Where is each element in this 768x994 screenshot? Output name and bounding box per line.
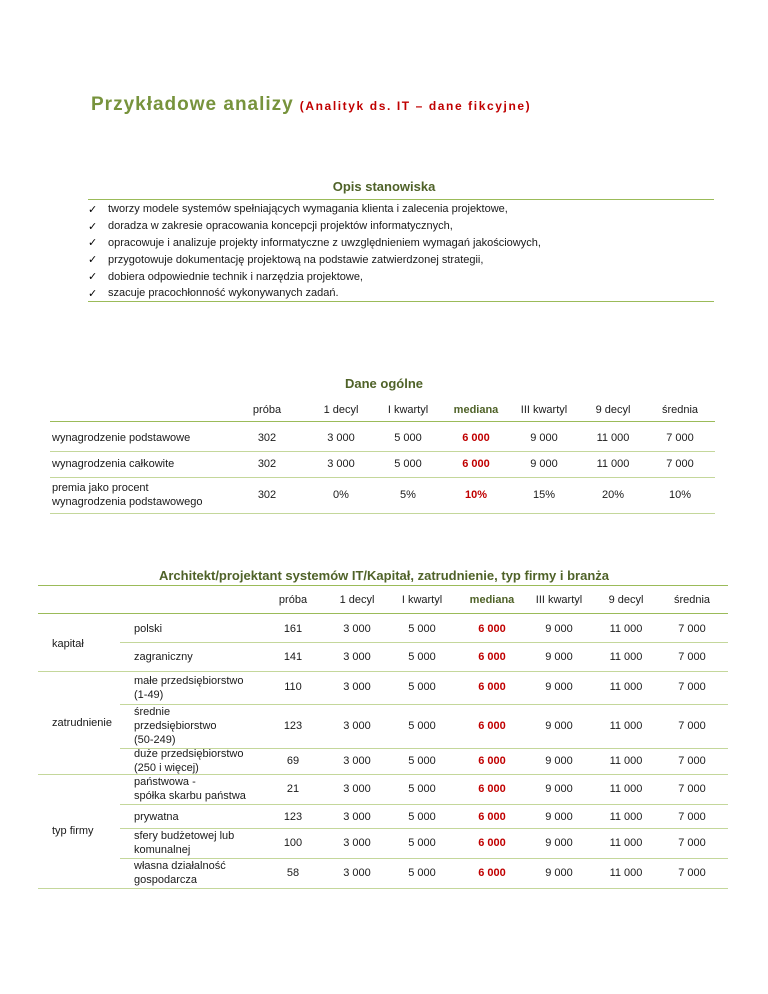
checkmark-icon: ✓ bbox=[88, 237, 98, 250]
table-cell: 6 000 bbox=[478, 755, 506, 767]
table-cell: 141 bbox=[283, 651, 303, 663]
row-label-line: komunalnej bbox=[134, 844, 191, 856]
table-cell: 302 bbox=[257, 432, 277, 444]
row-label-line: premia jako procent bbox=[52, 482, 149, 494]
table-cell: 9 000 bbox=[545, 720, 573, 732]
table-cell: 15% bbox=[532, 489, 556, 501]
row-label-line: (250 i więcej) bbox=[134, 762, 199, 774]
table-cell: 11 000 bbox=[609, 681, 643, 693]
list-item-text: dobiera odpowiednie technik i narzędzia projektowe, bbox=[108, 270, 363, 283]
page-title bbox=[91, 94, 531, 116]
table-cell: 9 000 bbox=[545, 651, 573, 663]
table-cell: 3 000 bbox=[343, 755, 371, 767]
row-label-line: własna działalność bbox=[134, 860, 226, 872]
divider bbox=[38, 774, 120, 775]
table-cell: 6 000 bbox=[478, 623, 506, 635]
table-cell: 11 000 bbox=[609, 783, 643, 795]
list-item-text: przygotowuje dokumentację projektową na podstawie zatwierdzonej strategii, bbox=[108, 253, 484, 266]
row-label bbox=[134, 705, 264, 747]
table-cell: 7 000 bbox=[678, 623, 706, 635]
table-cell: 11 000 bbox=[596, 458, 630, 470]
column-header: mediana bbox=[453, 404, 499, 416]
column-header: 1 decyl bbox=[323, 404, 359, 416]
checkmark-icon: ✓ bbox=[88, 203, 98, 216]
page-title-main: Przykładowe analizy bbox=[91, 94, 294, 115]
divider bbox=[88, 199, 714, 200]
row-label-line: duże przedsiębiorstwo bbox=[134, 748, 244, 760]
table-cell: 6 000 bbox=[478, 811, 506, 823]
group-label: typ firmy bbox=[52, 825, 94, 837]
checkmark-icon: ✓ bbox=[88, 254, 98, 267]
table-cell: 7 000 bbox=[678, 720, 706, 732]
table-cell: 6 000 bbox=[462, 432, 490, 444]
table-cell: 9 000 bbox=[545, 811, 573, 823]
table-cell: 3 000 bbox=[327, 458, 355, 470]
list-item bbox=[88, 285, 708, 302]
table-cell: 302 bbox=[257, 458, 277, 470]
table-cell: 5 000 bbox=[394, 432, 422, 444]
row-label bbox=[134, 775, 264, 803]
table-cell: 5 000 bbox=[408, 681, 436, 693]
list-item bbox=[88, 218, 708, 235]
list-item bbox=[88, 235, 708, 252]
column-header: 1 decyl bbox=[339, 594, 375, 606]
group-label: kapitał bbox=[52, 637, 84, 650]
row-label-line: wynagrodzenia podstawowego bbox=[52, 496, 203, 508]
table-cell: 123 bbox=[283, 811, 303, 823]
row-label bbox=[134, 650, 264, 664]
row-label-line: zagraniczny bbox=[134, 651, 193, 663]
row-label bbox=[134, 829, 264, 857]
row-label-line: małe przedsiębiorstwo bbox=[134, 674, 244, 687]
table-cell: 5 000 bbox=[408, 783, 436, 795]
table-cell: 20% bbox=[601, 489, 625, 501]
column-header: I kwartyl bbox=[401, 594, 443, 606]
list-item bbox=[88, 201, 708, 218]
table-cell: 3 000 bbox=[343, 811, 371, 823]
job-description-heading: Opis stanowiska bbox=[332, 179, 436, 194]
column-header: III kwartyl bbox=[520, 404, 568, 416]
row-label-line: gospodarcza bbox=[134, 874, 197, 886]
row-label-line: przedsiębiorstwo bbox=[134, 720, 217, 732]
table-cell: 3 000 bbox=[343, 783, 371, 795]
table-cell: 9 000 bbox=[530, 458, 558, 470]
table-cell: 9 000 bbox=[545, 681, 573, 693]
table-cell: 5 000 bbox=[408, 837, 436, 849]
row-label bbox=[134, 622, 264, 636]
table-cell: 5 000 bbox=[408, 811, 436, 823]
column-header: I kwartyl bbox=[387, 404, 429, 416]
list-item bbox=[88, 268, 708, 285]
column-header: 9 decyl bbox=[608, 594, 644, 606]
column-header: 9 decyl bbox=[595, 404, 631, 416]
table-cell: 5 000 bbox=[408, 755, 436, 767]
table-cell: 69 bbox=[286, 755, 300, 767]
row-label-line: (1-49) bbox=[134, 688, 164, 701]
table-cell: 9 000 bbox=[530, 432, 558, 444]
table-cell: 11 000 bbox=[609, 720, 643, 732]
table-cell: 10% bbox=[464, 489, 488, 501]
column-header: średnia bbox=[673, 594, 711, 606]
row-label bbox=[134, 859, 264, 887]
table-cell: 6 000 bbox=[478, 837, 506, 849]
table-cell: 3 000 bbox=[343, 837, 371, 849]
table-cell: 11 000 bbox=[609, 623, 643, 635]
table-cell: 11 000 bbox=[609, 867, 643, 879]
table-cell: 5% bbox=[400, 489, 416, 501]
table-cell: 7 000 bbox=[678, 867, 706, 879]
table-cell: 3 000 bbox=[343, 720, 371, 732]
row-label-line: spółka skarbu państwa bbox=[134, 790, 246, 802]
table-cell: 110 bbox=[284, 681, 302, 693]
list-item-text: szacuje pracochłonność wykonywanych zadań. bbox=[108, 287, 339, 300]
table-cell: 6 000 bbox=[478, 651, 506, 663]
table-cell: 11 000 bbox=[609, 651, 643, 663]
table-cell: 7 000 bbox=[678, 783, 706, 795]
divider bbox=[50, 513, 715, 514]
row-label-line: średnie bbox=[134, 706, 171, 718]
divider bbox=[120, 888, 728, 889]
table-cell: 9 000 bbox=[545, 755, 573, 767]
table-cell: 9 000 bbox=[545, 867, 573, 879]
table-cell: 302 bbox=[257, 489, 277, 501]
table-cell: 11 000 bbox=[596, 432, 630, 444]
divider bbox=[50, 421, 715, 422]
divider bbox=[38, 613, 728, 614]
table-cell: 7 000 bbox=[666, 432, 694, 444]
row-label-line: prywatna bbox=[134, 811, 179, 823]
divider bbox=[38, 585, 728, 586]
column-header: mediana bbox=[469, 594, 515, 606]
table-cell: 7 000 bbox=[678, 811, 706, 823]
row-label bbox=[134, 747, 264, 775]
table-cell: 6 000 bbox=[462, 458, 490, 470]
column-header: średnia bbox=[661, 404, 699, 416]
table-cell: 7 000 bbox=[678, 681, 706, 693]
table-cell: 5 000 bbox=[394, 458, 422, 470]
row-label-line: wynagrodzenie podstawowe bbox=[52, 432, 191, 444]
table-cell: 100 bbox=[283, 837, 303, 849]
row-label-line: wynagrodzenia całkowite bbox=[52, 458, 175, 470]
architect-table-heading: Architekt/projektant systemów IT/Kapitał, zatrudnienie, typ firmy i branża bbox=[158, 568, 610, 583]
row-label bbox=[134, 810, 264, 824]
table-cell: 11 000 bbox=[609, 837, 643, 849]
checkmark-icon: ✓ bbox=[88, 220, 98, 233]
table-cell: 6 000 bbox=[478, 783, 506, 795]
column-header: próba bbox=[252, 404, 282, 416]
table-cell: 21 bbox=[286, 783, 300, 795]
table-cell: 11 000 bbox=[609, 811, 643, 823]
table-cell: 3 000 bbox=[343, 651, 371, 663]
table-cell: 5 000 bbox=[408, 623, 436, 635]
table-cell: 3 000 bbox=[327, 432, 355, 444]
table-cell: 5 000 bbox=[408, 720, 436, 732]
table-cell: 161 bbox=[283, 623, 303, 635]
job-description-list bbox=[88, 201, 708, 302]
table-cell: 9 000 bbox=[545, 783, 573, 795]
column-header: próba bbox=[278, 594, 308, 606]
column-header: III kwartyl bbox=[535, 594, 583, 606]
general-data-heading: Dane ogólne bbox=[344, 376, 423, 391]
table-cell: 9 000 bbox=[545, 623, 573, 635]
table-cell: 10% bbox=[668, 489, 692, 501]
list-item-text: doradza w zakresie opracowania koncepcji projektów informatycznych, bbox=[108, 220, 453, 233]
table-cell: 7 000 bbox=[678, 755, 706, 767]
list-item-text: tworzy modele systemów spełniających wymagania klienta i zalecenia projektowe, bbox=[108, 203, 508, 216]
table-cell: 3 000 bbox=[343, 623, 371, 635]
table-cell: 123 bbox=[283, 720, 303, 732]
table-cell: 0% bbox=[333, 489, 349, 501]
divider bbox=[38, 888, 120, 889]
table-cell: 7 000 bbox=[666, 458, 694, 470]
divider bbox=[88, 301, 714, 302]
table-cell: 7 000 bbox=[678, 837, 706, 849]
table-cell: 5 000 bbox=[408, 651, 436, 663]
row-label-line: państwowa - bbox=[134, 776, 196, 788]
row-label-line: (50-249) bbox=[134, 734, 176, 746]
table-cell: 6 000 bbox=[478, 720, 506, 732]
table-cell: 3 000 bbox=[343, 867, 371, 879]
row-label-line: polski bbox=[134, 623, 163, 635]
page-title-subtitle: (Analityk ds. IT – dane fikcyjne) bbox=[299, 99, 532, 113]
table-cell: 6 000 bbox=[478, 867, 506, 879]
row-label bbox=[134, 674, 264, 702]
table-cell: 58 bbox=[286, 867, 300, 879]
table-cell: 6 000 bbox=[478, 681, 506, 693]
table-cell: 7 000 bbox=[678, 651, 706, 663]
divider bbox=[38, 671, 120, 672]
table-cell: 11 000 bbox=[609, 755, 643, 767]
group-label: zatrudnienie bbox=[52, 716, 112, 729]
divider bbox=[120, 804, 728, 805]
table-cell: 3 000 bbox=[343, 681, 371, 693]
list-item-text: opracowuje i analizuje projekty informatyczne z uwzględnieniem wymagań jakościowych, bbox=[108, 236, 541, 249]
table-cell: 5 000 bbox=[408, 867, 436, 879]
checkmark-icon: ✓ bbox=[88, 271, 98, 284]
row-label-line: sfery budżetowej lub bbox=[134, 830, 235, 842]
list-item bbox=[88, 251, 708, 268]
table-cell: 9 000 bbox=[545, 837, 573, 849]
checkmark-icon: ✓ bbox=[88, 287, 98, 300]
